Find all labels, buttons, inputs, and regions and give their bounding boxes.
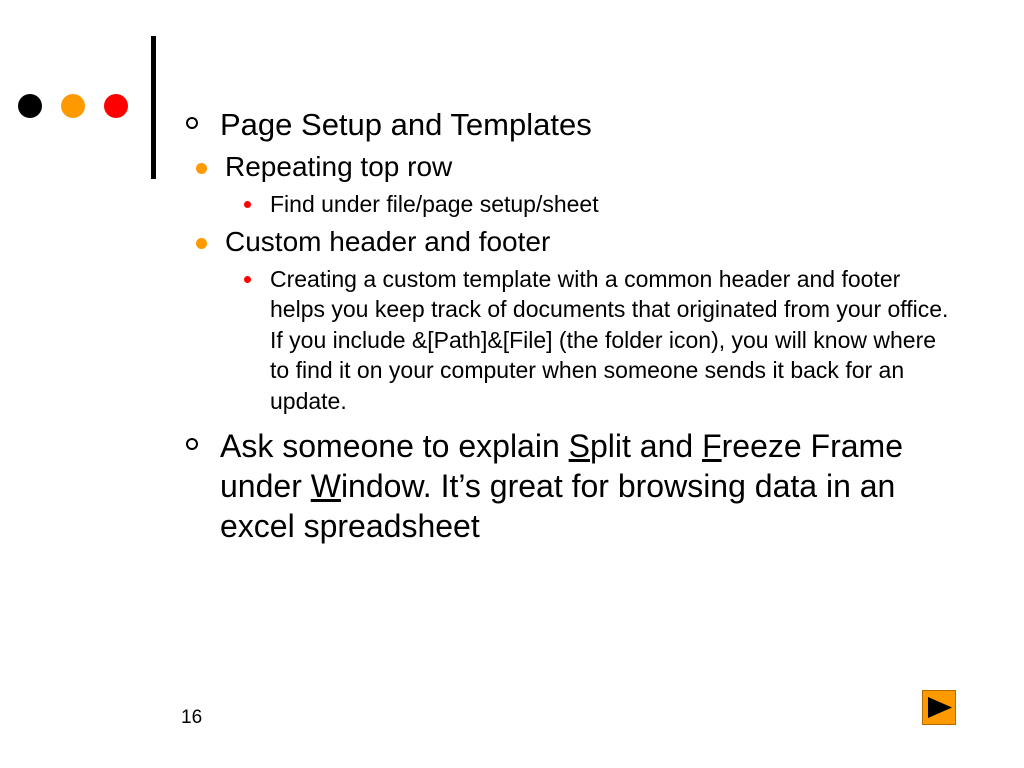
underlined-letter: W: [310, 468, 341, 504]
decor-dot-black: [18, 94, 42, 118]
red-dot-bullet-icon: [244, 276, 251, 283]
detail-item-custom-template: [140, 264, 960, 417]
sub-item-text: Custom header and footer: [225, 225, 551, 257]
underlined-letter: S: [568, 428, 590, 464]
bullet-item-page-setup: [180, 105, 960, 145]
bullet-text: Page Setup and Templates: [220, 107, 592, 142]
slide-content: [180, 105, 960, 546]
sub-item-custom-header-footer: [140, 224, 960, 260]
bullet-text-split-freeze: [220, 428, 903, 544]
text-part: Ask someone to explain: [220, 428, 569, 464]
decor-dot-orange: [61, 94, 85, 118]
play-triangle-icon: [923, 691, 955, 724]
red-dot-bullet-icon: [244, 201, 251, 208]
sub-item-text: Repeating top row: [225, 151, 453, 182]
hollow-circle-bullet-icon: [186, 438, 198, 450]
text-part: plit and: [589, 428, 703, 464]
detail-item-find-under: [140, 189, 960, 220]
detail-text: Find under file/page setup/sheet: [270, 191, 599, 217]
text-part: indow. It’s great for browsing data in an excel spreadsheet: [220, 468, 896, 544]
hollow-circle-bullet-icon: [186, 117, 198, 129]
next-slide-button[interactable]: [922, 690, 956, 725]
bullet-item-split-freeze: [180, 426, 960, 546]
underlined-letter: F: [702, 428, 722, 464]
decor-dot-red: [104, 94, 128, 118]
text-part: reeze Frame under: [220, 428, 903, 504]
slide-number: 16: [181, 707, 203, 728]
orange-dot-bullet-icon: [196, 238, 207, 249]
detail-text: Creating a custom template with a common header and footer helps you keep track of documents that originated from your office. If you include &[Path]&[File] (the folder icon), you will know where to find it on your computer when someone sends it back for an update.: [270, 265, 949, 414]
orange-dot-bullet-icon: [196, 163, 207, 174]
sub-item-repeating-top-row: [140, 149, 960, 185]
